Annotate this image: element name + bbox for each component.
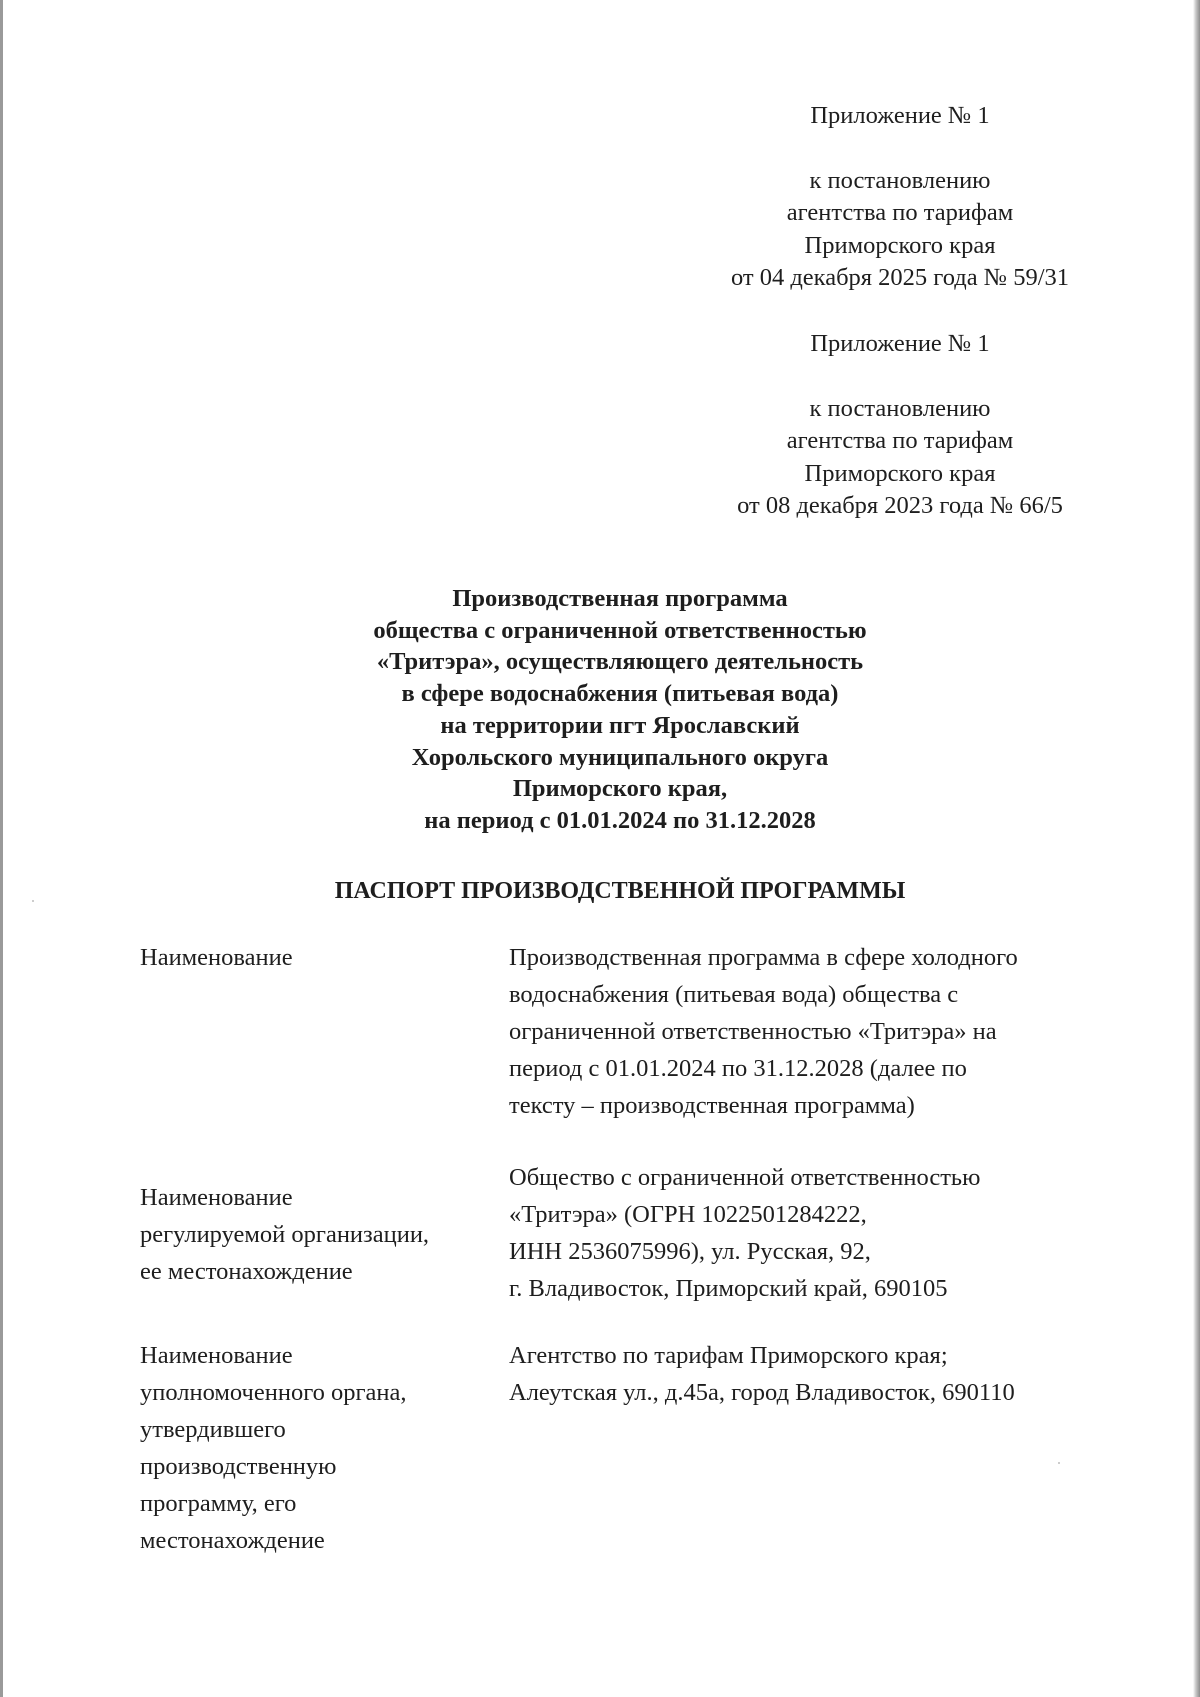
passport-label-line: Наименование (140, 944, 293, 971)
program-title-line: Хорольского муниципального округа (411, 743, 829, 771)
passport-value-line: Общество с ограниченной ответственностью (509, 1164, 981, 1191)
program-title-line: в сфере водоснабжения (питьевая вода) (401, 680, 839, 708)
passport-value-line: г. Владивосток, Приморский край, 690105 (509, 1275, 948, 1302)
passport-label-line: утвердившего (140, 1416, 286, 1443)
appendix-line: агентства по тарифам (786, 199, 1014, 226)
scan-speck (1058, 1462, 1060, 1464)
scan-right-edge (1193, 0, 1200, 1697)
passport-value (509, 939, 1109, 1124)
scan-left-edge (0, 0, 3, 1697)
passport-heading: ПАСПОРТ ПРОИЗВОДСТВЕННОЙ ПРОГРАММЫ (334, 878, 906, 904)
appendix-line: к постановлению (809, 166, 991, 194)
program-title-line: на период с 01.01.2024 по 31.12.2028 (424, 806, 816, 834)
passport-value-line: тексту – производственная программа) (509, 1092, 915, 1119)
appendix-line: агентства по тарифам (786, 427, 1014, 454)
program-title-line: «Тритэра», осуществляющего деятельность (376, 648, 864, 676)
appendix-header-current (640, 100, 1160, 295)
passport-label-line: Наименование (140, 1184, 293, 1211)
passport-value (509, 1159, 1109, 1307)
appendix-line: Приморского края (804, 459, 996, 487)
program-title (230, 583, 1010, 837)
passport-value-line: период с 01.01.2024 по 31.12.2028 (далее по (509, 1055, 967, 1082)
appendix-header-original (640, 328, 1160, 523)
appendix-title: Приложение № 1 (810, 330, 990, 357)
appendix-date-number: от 04 декабря 2025 года № 59/31 (730, 264, 1070, 291)
passport-value-line: водоснабжения (питьевая вода) общества с (509, 981, 959, 1008)
scan-speck (32, 900, 34, 902)
passport-label-line: программу, его (140, 1490, 297, 1517)
passport-value-line: ИНН 2536075996), ул. Русская, 92, (509, 1238, 871, 1265)
program-title-line: на территории пгт Ярославский (440, 711, 800, 739)
passport-value-line: Алеутская ул., д.45а, город Владивосток, 690110 (509, 1379, 1015, 1406)
passport-label (140, 1179, 500, 1290)
program-title-line: Производственная программа (452, 585, 788, 612)
appendix-line: к постановлению (809, 394, 991, 422)
passport-value-line: «Тритэра» (ОГРН 1022501284222, (509, 1201, 867, 1228)
passport-label (140, 1337, 500, 1559)
passport-label-line: регулируемой организации, (140, 1221, 430, 1248)
passport-label (140, 939, 500, 976)
appendix-date-number: от 08 декабря 2023 года № 66/5 (737, 492, 1063, 519)
passport-value-line: Агентство по тарифам Приморского края; (509, 1342, 948, 1369)
passport-value-line: Производственная программа в сфере холодного (509, 944, 1018, 971)
program-title-line: Приморского края, (512, 775, 728, 803)
passport-label-line: ее местонахождение (140, 1258, 353, 1285)
appendix-title: Приложение № 1 (810, 102, 990, 129)
passport-label-line: Наименование (140, 1342, 293, 1369)
program-title-line: общества с ограниченной ответственностью (373, 616, 867, 644)
appendix-line: Приморского края (804, 231, 996, 259)
passport-label-line: уполномоченного органа, (140, 1379, 407, 1406)
passport-label-line: производственную (140, 1453, 337, 1480)
passport-value-line: ограниченной ответственностью «Тритэра» на (509, 1018, 997, 1045)
passport-label-line: местонахождение (140, 1527, 325, 1554)
passport-value (509, 1337, 1109, 1411)
